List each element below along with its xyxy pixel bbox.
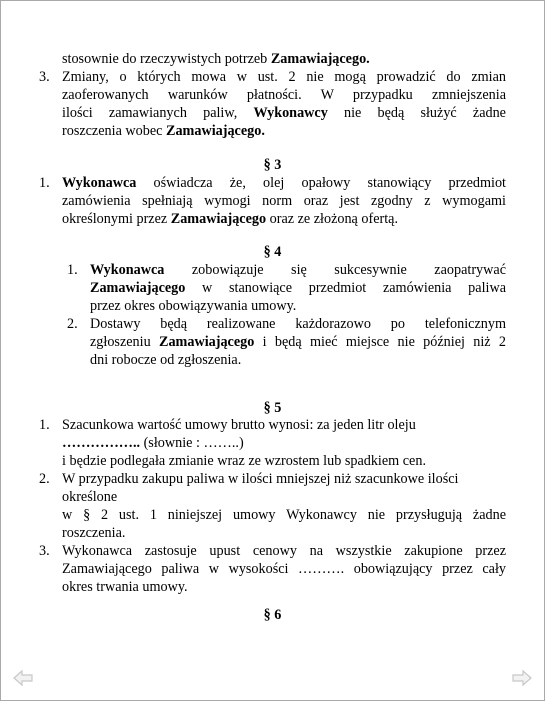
text-line: przez okres obowiązywania umowy.	[90, 298, 297, 314]
text-line: roszczenia.	[62, 525, 126, 541]
text-line: w § 2 ust. 1 niniejszej umowy Wykonawcy nie przysługują żadne	[62, 507, 506, 523]
section-heading: § 6	[263, 607, 282, 623]
text-line: zamówienia spełniają wymogi norm oraz jest zgodny z wymogami	[62, 193, 506, 209]
text-line: …………….. (słownie : ……..)	[62, 435, 244, 451]
text-line: Zamawiającego paliwa w wysokości ………. obowiązujący przez cały	[62, 561, 506, 577]
text-line: dni robocze od zgłoszenia.	[90, 352, 242, 368]
section-heading: § 4	[263, 244, 282, 260]
text-line: określonymi przez Zamawiającego oraz ze złożoną ofertą.	[62, 211, 399, 227]
section-heading: § 5	[263, 400, 282, 416]
list-number: 3.	[39, 543, 50, 559]
text-line: okres trwania umowy.	[62, 579, 188, 595]
text-line: Wykonawca zobowiązuje się sukcesywnie zaopatrywać	[90, 262, 506, 278]
text-line: i będzie podlegała zmianie wraz ze wzrostem lub spadkiem cen.	[62, 453, 426, 469]
text-line: Wykonawca oświadcza że, olej opałowy stanowiący przedmiot	[62, 175, 506, 191]
list-number: 2.	[39, 471, 50, 487]
text-line: określone	[62, 489, 118, 505]
list-number: 1.	[39, 417, 50, 433]
text-line: zgłoszeniu Zamawiającego i będą mieć miejsce nie później niż 2	[90, 334, 506, 350]
list-number: 1.	[39, 175, 50, 191]
arrow-right-icon[interactable]	[511, 668, 533, 688]
arrow-left-icon[interactable]	[12, 668, 34, 688]
text-line: Zamawiającego w stanowiące przedmiot zamówienia paliwa	[90, 280, 506, 296]
list-number: 1.	[67, 262, 78, 278]
text-line: Dostawy będą realizowane każdorazowo po telefonicznym	[90, 316, 506, 332]
text-line: stosownie do rzeczywistych potrzeb Zamawiającego.	[62, 51, 370, 67]
text-line: zaoferowanych warunków płatności. W przypadku zmniejszenia	[62, 87, 506, 103]
text-line: Zmiany, o których mowa w ust. 2 nie mogą prowadzić do zmian	[62, 69, 506, 85]
list-number: 2.	[67, 316, 78, 332]
text-line: Szacunkowa wartość umowy brutto wynosi: za jeden litr oleju	[62, 417, 416, 433]
text-line: roszczenia wobec Zamawiającego.	[62, 123, 265, 139]
text-line: W przypadku zakupu paliwa w ilości mniejszej niż szacunkowe ilości	[62, 471, 459, 487]
section-heading: § 3	[263, 157, 282, 173]
text-line: ilości zamawianych paliw, Wykonawcy nie będą służyć żadne	[62, 105, 506, 121]
text-line: Wykonawca zastosuje upust cenowy na wszystkie zakupione przez	[62, 543, 506, 559]
list-number: 3.	[39, 69, 50, 85]
